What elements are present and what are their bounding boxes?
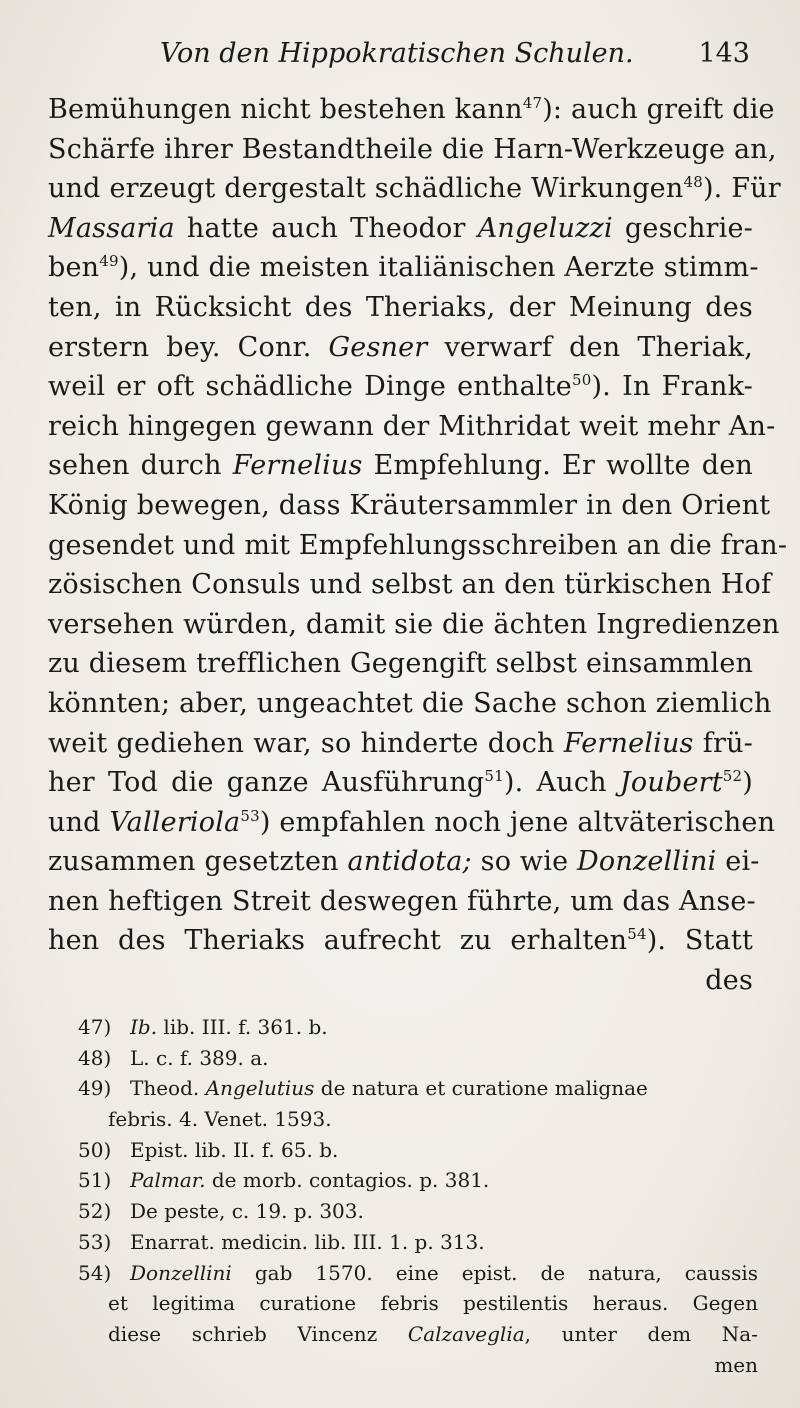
footnote-ref: 52: [722, 767, 743, 786]
footnote-line: [78, 1043, 758, 1074]
text-line: [48, 684, 772, 724]
text-run: geschrie-: [612, 212, 753, 244]
text-line: [48, 921, 753, 961]
text-run: et legitima curatione febris pestilentis heraus. Gegen: [108, 1291, 758, 1316]
italic-text: Joubert: [619, 767, 723, 799]
main-text: [48, 90, 788, 1001]
text-run: weil er oft schädliche Dinge enthalte: [48, 371, 572, 403]
text-line: [48, 288, 753, 328]
text-run: ei-: [716, 846, 760, 878]
footnotes: [78, 1012, 758, 1380]
footnote-line: [78, 1073, 758, 1104]
text-line: [48, 605, 780, 645]
text-run: Epist. lib. II. f. 65. b.: [130, 1137, 339, 1162]
text-run: nen heftigen Streit deswegen führte, um das Anse-: [48, 885, 756, 917]
text-run: De peste, c. 19. p. 303.: [130, 1199, 364, 1224]
text-run: gesendet und mit Empfehlungsschreiben an die fran-: [48, 529, 788, 561]
text-run: ). Für: [702, 173, 781, 205]
text-run: zu diesem trefflichen Gegengift selbst einsammlen: [48, 648, 754, 680]
text-run: ). Auch: [503, 767, 620, 799]
text-run: so wie: [471, 846, 578, 878]
text-line: [48, 446, 753, 486]
footnote-number: 54): [78, 1260, 112, 1285]
text-run: weit gediehen war, so hinderte doch: [48, 727, 564, 759]
text-run: Enarrat. medicin. lib. III. 1. p. 313.: [130, 1229, 485, 1254]
text-line: [48, 842, 760, 882]
text-line: [48, 724, 753, 764]
text-run: ten, in Rücksicht des Theriaks, der Meinung des: [48, 291, 753, 323]
text-run: zösischen Consuls und selbst an den türkischen Hof: [48, 569, 772, 601]
text-run: her Tod die ganze Ausführung: [48, 767, 485, 799]
text-line: [48, 763, 753, 803]
footnote-line: [78, 1012, 758, 1043]
text-run: ben: [48, 252, 100, 284]
text-run: diese schrieb Vincenz: [108, 1321, 408, 1346]
italic-text: Angeluzzi: [477, 212, 613, 244]
footnote-line: [78, 1135, 758, 1166]
italic-text: Angelutius: [205, 1076, 315, 1101]
text-run: zusammen gesetzten: [48, 846, 348, 878]
footnote-line: [78, 1319, 758, 1350]
text-run: Empfehlung. Er wollte den: [362, 450, 754, 482]
text-run: febris. 4. Venet. 1593.: [108, 1107, 332, 1132]
text-run: sehen durch: [48, 450, 233, 482]
footnote-number: 50): [78, 1137, 112, 1162]
text-run: , unter dem Na-: [524, 1321, 758, 1346]
footnote-ref: 53: [240, 806, 260, 825]
text-run: frü-: [693, 727, 753, 759]
text-run: L. c. f. 389. a.: [130, 1045, 269, 1070]
footnote-ref: 51: [484, 767, 504, 786]
italic-text: Calzaveglia: [407, 1321, 525, 1346]
text-line: [48, 803, 776, 843]
text-run: reich hingegen gewann der Mithridat weit mehr An-: [48, 410, 776, 442]
text-run: versehen würden, damit sie die ächten Ingredienzen: [48, 608, 780, 640]
text-run: erstern bey. Conr.: [48, 331, 329, 363]
text-run: ): [742, 767, 754, 799]
italic-text: Massaria: [48, 212, 175, 244]
text-run: ). Statt: [646, 925, 753, 957]
text-line: [48, 209, 753, 249]
footnote-line: [78, 1165, 758, 1196]
text-run: gab 1570. eine epist. de natura, caussis: [231, 1260, 758, 1285]
text-run: und erzeugt dergestalt schädliche Wirkungen: [48, 173, 684, 205]
italic-text: antidota;: [347, 846, 472, 878]
footnote-number: 47): [78, 1015, 112, 1039]
text-run: ) empfahlen noch jene altväterischen: [259, 806, 776, 838]
text-line: [48, 90, 775, 130]
text-line: [48, 248, 759, 288]
text-run: hatte auch Theodor: [174, 212, 478, 244]
text-line: [48, 526, 788, 566]
text-line: [48, 367, 753, 407]
text-run: lib. III. f. 361. b.: [157, 1015, 328, 1039]
italic-text: Palmar.: [130, 1168, 206, 1193]
footnote-ref: 54: [627, 925, 647, 944]
text-run: und: [48, 806, 110, 838]
italic-text: Gesner: [328, 331, 428, 363]
text-line: [48, 644, 753, 684]
footnote-line: [78, 1258, 758, 1289]
text-run: ): auch greift die: [542, 94, 775, 125]
text-run: de morb. contagios. p. 381.: [205, 1168, 490, 1193]
footnote-line: [78, 1227, 758, 1258]
footnote-number: 51): [78, 1168, 112, 1193]
italic-text: Donzellini: [577, 846, 717, 878]
text-line: [48, 565, 772, 605]
footnote-ref: 50: [571, 371, 592, 390]
text-run: men: [714, 1352, 758, 1377]
text-run: ). In Frank-: [591, 371, 753, 403]
footnote-line: [78, 1196, 758, 1227]
page-number: 143: [698, 38, 750, 69]
footnote-number: 52): [78, 1199, 112, 1224]
footnote-number: 48): [78, 1045, 112, 1070]
footnote-line: [78, 1104, 758, 1135]
footnote-ref: 49: [99, 252, 119, 271]
footnote-ref: 47: [522, 94, 543, 112]
footnote-line: [78, 1288, 758, 1319]
text-run: König bewegen, dass Kräutersammler in den Orient: [48, 489, 771, 521]
italic-text: Valleriola: [109, 806, 241, 838]
page-header: [160, 38, 750, 82]
footnote-number: 49): [78, 1076, 112, 1101]
text-run: de natura et curatione malignae: [314, 1076, 648, 1101]
text-run: Schärfe ihrer Bestandtheile die Harn-Werkzeuge an,: [48, 133, 777, 165]
text-line: [48, 407, 776, 447]
footnote-line: [78, 1350, 758, 1381]
text-run: Bemühungen nicht bestehen kann: [48, 94, 523, 125]
italic-text: Donzellini: [130, 1260, 232, 1285]
text-run: verwarf den Theriak,: [427, 331, 753, 363]
text-line: [48, 130, 777, 170]
text-run: hen des Theriaks aufrecht zu erhalten: [48, 925, 628, 957]
text-line: [48, 486, 771, 526]
text-line: [48, 882, 756, 922]
text-line: [48, 169, 781, 209]
text-run: ), und die meisten italiänischen Aerzte stimm-: [118, 252, 759, 284]
italic-text: Fernelius: [232, 450, 363, 482]
footnote-ref: 48: [683, 173, 703, 192]
text-line: [48, 328, 753, 368]
text-run: könnten; aber, ungeachtet die Sache schon ziemlich: [48, 687, 772, 719]
running-title: Von den Hippokratischen Schulen.: [160, 38, 634, 69]
italic-text: Ib.: [130, 1015, 158, 1039]
footnote-number: 53): [78, 1229, 112, 1254]
italic-text: Fernelius: [563, 727, 694, 759]
text-run: des: [705, 965, 753, 997]
catchword: [48, 961, 753, 1001]
text-run: Theod.: [130, 1076, 206, 1101]
